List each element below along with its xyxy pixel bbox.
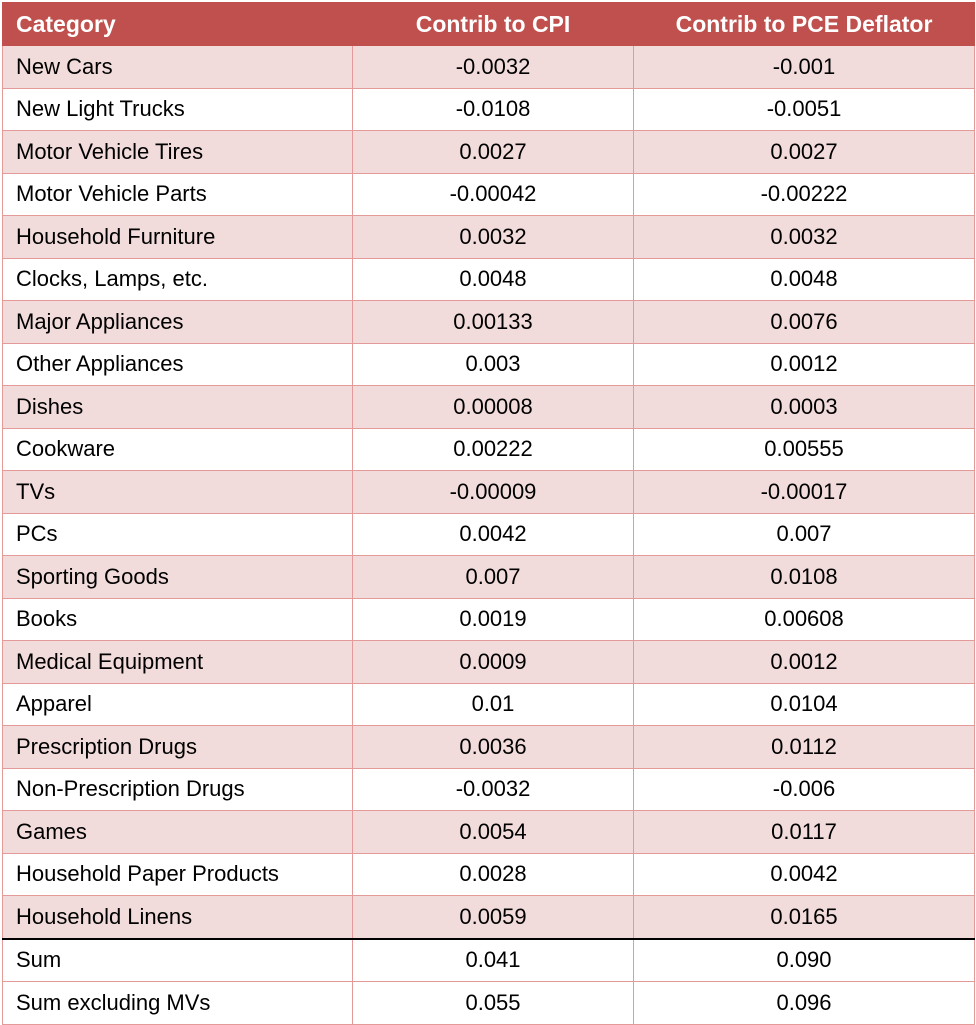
pce-value-cell: 0.0048: [634, 258, 975, 301]
cpi-value-cell: 0.0042: [353, 513, 634, 556]
category-cell: Medical Equipment: [3, 641, 353, 684]
pce-value-cell: 0.0012: [634, 343, 975, 386]
pce-value-cell: 0.0003: [634, 386, 975, 429]
category-cell: New Light Trucks: [3, 88, 353, 131]
category-cell: Prescription Drugs: [3, 726, 353, 769]
table-row: [3, 768, 975, 811]
pce-value-cell: -0.00222: [634, 173, 975, 216]
cpi-value-cell: 0.0019: [353, 598, 634, 641]
pce-value-cell: 0.0042: [634, 853, 975, 896]
table-row: [3, 641, 975, 684]
total-cpi-cell: 0.041: [353, 939, 634, 982]
cpi-value-cell: 0.00133: [353, 301, 634, 344]
cpi-value-cell: 0.01: [353, 683, 634, 726]
table-footer: [3, 939, 975, 1025]
table-row: [3, 428, 975, 471]
total-row: [3, 982, 975, 1025]
cpi-value-cell: 0.0059: [353, 896, 634, 939]
category-cell: Games: [3, 811, 353, 854]
cpi-value-cell: 0.0009: [353, 641, 634, 684]
category-cell: TVs: [3, 471, 353, 514]
pce-value-cell: 0.0112: [634, 726, 975, 769]
header-row: [3, 3, 975, 46]
table-header: [3, 3, 975, 46]
category-cell: Sporting Goods: [3, 556, 353, 599]
table-row: [3, 216, 975, 259]
cpi-value-cell: 0.00008: [353, 386, 634, 429]
category-cell: New Cars: [3, 46, 353, 89]
total-pce-cell: 0.096: [634, 982, 975, 1025]
total-label-cell: Sum: [3, 939, 353, 982]
category-cell: Non-Prescription Drugs: [3, 768, 353, 811]
pce-value-cell: -0.006: [634, 768, 975, 811]
total-row: [3, 939, 975, 982]
pce-value-cell: 0.0117: [634, 811, 975, 854]
category-cell: Household Linens: [3, 896, 353, 939]
table-row: [3, 131, 975, 174]
cpi-value-cell: 0.0036: [353, 726, 634, 769]
table-row: [3, 46, 975, 89]
table-row: [3, 556, 975, 599]
table-row: [3, 811, 975, 854]
table-row: [3, 598, 975, 641]
pce-value-cell: 0.0104: [634, 683, 975, 726]
pce-value-cell: 0.0165: [634, 896, 975, 939]
category-cell: Household Paper Products: [3, 853, 353, 896]
table-row: [3, 896, 975, 939]
cpi-value-cell: 0.0054: [353, 811, 634, 854]
cpi-value-cell: 0.007: [353, 556, 634, 599]
cpi-value-cell: 0.0048: [353, 258, 634, 301]
cpi-value-cell: -0.0032: [353, 46, 634, 89]
category-cell: Cookware: [3, 428, 353, 471]
header-category: Category: [3, 3, 353, 46]
cpi-value-cell: 0.0032: [353, 216, 634, 259]
category-cell: Motor Vehicle Tires: [3, 131, 353, 174]
pce-value-cell: 0.0027: [634, 131, 975, 174]
table-row: [3, 343, 975, 386]
table-row: [3, 471, 975, 514]
cpi-value-cell: -0.00009: [353, 471, 634, 514]
contribution-table: [2, 2, 975, 1025]
category-cell: Household Furniture: [3, 216, 353, 259]
pce-value-cell: 0.00555: [634, 428, 975, 471]
table-row: [3, 258, 975, 301]
cpi-value-cell: 0.0027: [353, 131, 634, 174]
pce-value-cell: 0.0032: [634, 216, 975, 259]
category-cell: PCs: [3, 513, 353, 556]
pce-value-cell: -0.001: [634, 46, 975, 89]
table-row: [3, 173, 975, 216]
cpi-value-cell: 0.003: [353, 343, 634, 386]
table-row: [3, 726, 975, 769]
table-row: [3, 853, 975, 896]
pce-value-cell: 0.0076: [634, 301, 975, 344]
pce-value-cell: -0.00017: [634, 471, 975, 514]
category-cell: Clocks, Lamps, etc.: [3, 258, 353, 301]
table-row: [3, 301, 975, 344]
category-cell: Major Appliances: [3, 301, 353, 344]
total-label-cell: Sum excluding MVs: [3, 982, 353, 1025]
table-body: [3, 46, 975, 939]
pce-value-cell: 0.0108: [634, 556, 975, 599]
category-cell: Motor Vehicle Parts: [3, 173, 353, 216]
pce-value-cell: 0.0012: [634, 641, 975, 684]
total-cpi-cell: 0.055: [353, 982, 634, 1025]
pce-value-cell: -0.0051: [634, 88, 975, 131]
table-row: [3, 88, 975, 131]
cpi-value-cell: 0.0028: [353, 853, 634, 896]
table-row: [3, 683, 975, 726]
cpi-value-cell: 0.00222: [353, 428, 634, 471]
pce-value-cell: 0.007: [634, 513, 975, 556]
total-pce-cell: 0.090: [634, 939, 975, 982]
pce-value-cell: 0.00608: [634, 598, 975, 641]
cpi-value-cell: -0.0108: [353, 88, 634, 131]
cpi-value-cell: -0.0032: [353, 768, 634, 811]
cpi-value-cell: -0.00042: [353, 173, 634, 216]
category-cell: Books: [3, 598, 353, 641]
category-cell: Dishes: [3, 386, 353, 429]
category-cell: Apparel: [3, 683, 353, 726]
header-contrib-pce: Contrib to PCE Deflator: [634, 3, 975, 46]
table-row: [3, 513, 975, 556]
table-row: [3, 386, 975, 429]
category-cell: Other Appliances: [3, 343, 353, 386]
header-contrib-cpi: Contrib to CPI: [353, 3, 634, 46]
